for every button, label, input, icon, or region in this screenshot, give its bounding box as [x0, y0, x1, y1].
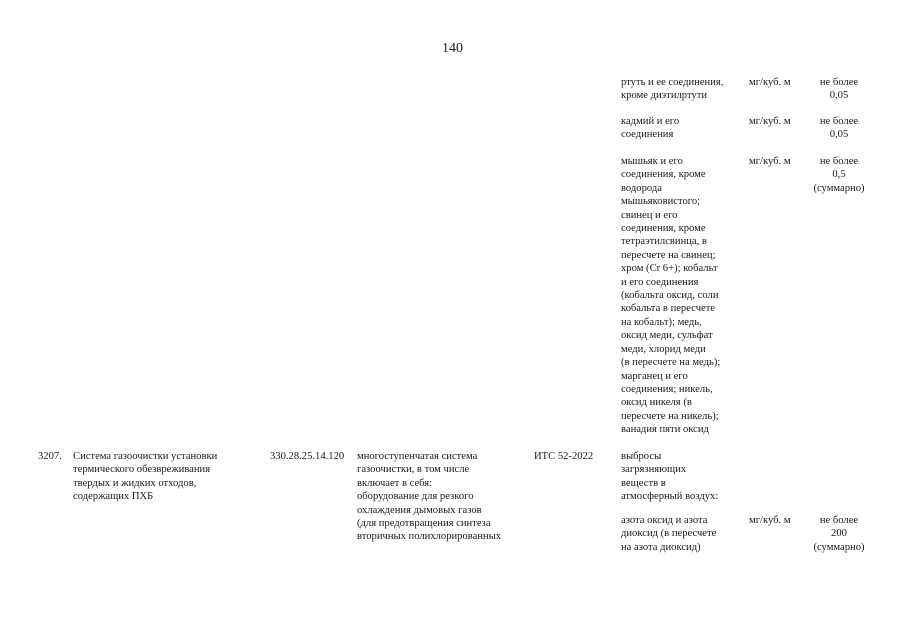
- substance-cadmium: кадмий и его соединения: [621, 116, 680, 141]
- unit-heavy-metals: мг/куб. м: [749, 156, 791, 167]
- substance-mercury: ртуть и ее соединения, кроме диэтилртути: [621, 77, 724, 102]
- unit-cadmium: мг/куб. м: [749, 116, 791, 127]
- substance-nitrogen-oxides: азота оксид и азота диоксид (в пересчете на азота диоксид): [621, 515, 717, 553]
- emissions-header: выбросы загрязняющих веществ в атмосферный воздух:: [621, 451, 719, 503]
- limit-nitrogen-oxides: не более 200 (суммарно): [813, 515, 865, 553]
- substance-heavy-metals: мышьяк и его соединения, кроме водорода мышьяковистого; свинец и его соединения, кроме тетраэтилсвинца, в пересчете на свинец; хром (Cr 6+); кобальт и его соединения (кобальта оксид, соли кобальта в пересчете на кобальт); медь, оксид меди, сульфат меди, хлорид меди (в пересчете на медь); марганец и его соединения; никель, оксид никеля (в пересчете на никель); ванадия пяти оксид: [621, 156, 721, 436]
- entry-itc: ИТС 52-2022: [534, 451, 594, 462]
- entry-name: Система газоочистки установки термического обезвреживания твердых и жидких отходов, содержащих ПХБ: [73, 451, 218, 503]
- page-number: 140: [442, 41, 463, 56]
- entry-code: 330.28.25.14.120: [270, 451, 345, 462]
- limit-cadmium: не более 0,05: [819, 116, 859, 141]
- limit-mercury: не более 0,05: [819, 77, 859, 102]
- entry-number: 3207.: [38, 451, 62, 462]
- unit-mercury: мг/куб. м: [749, 77, 791, 88]
- limit-heavy-metals: не более 0,5 (суммарно): [813, 156, 865, 194]
- entry-description: многоступенчатая система газоочистки, в том числе включает в себя: оборудование для резкого охлаждения дымовых газов (для предотвращения синтеза вторичных полихлорированных: [357, 451, 502, 543]
- unit-nitrogen-oxides: мг/куб. м: [749, 515, 791, 526]
